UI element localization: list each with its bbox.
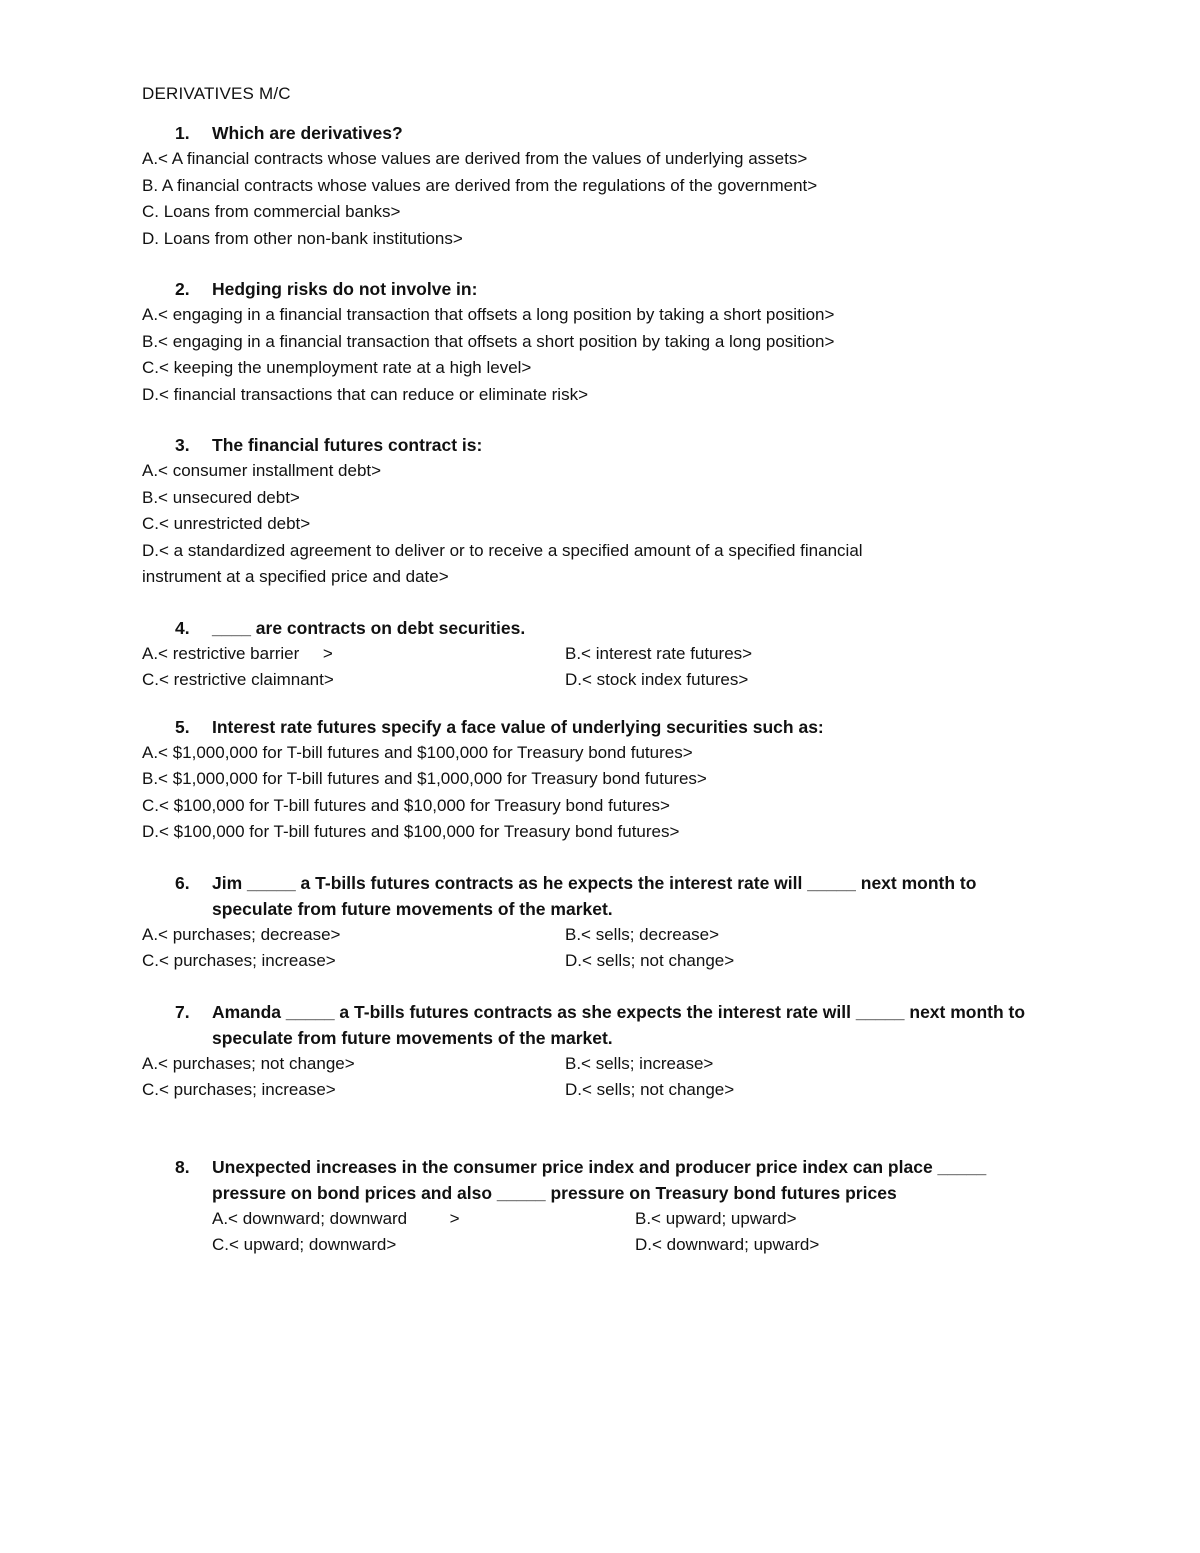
question-3 xyxy=(142,432,1062,591)
question-2 xyxy=(142,276,1062,408)
option-a: A.< purchases; not change> xyxy=(142,1053,355,1073)
option-d: D.< sells; not change> xyxy=(565,1080,735,1099)
question-4 xyxy=(142,615,1062,694)
document-title: DERIVATIVES M/C xyxy=(142,84,291,103)
question-text: Amanda _____ a T-bills futures contracts as she expects the interest rate will _____ next month to speculate from future movements of the market. xyxy=(212,1001,1026,1048)
question-number: 2. xyxy=(175,279,190,299)
question-text: Interest rate futures specify a face value of underlying securities such as: xyxy=(212,716,824,737)
option-b: B.< unsecured debt> xyxy=(142,487,300,507)
options-grid xyxy=(142,1051,1062,1104)
question-number: 1. xyxy=(175,123,190,143)
option-d: D.< financial transactions that can reduce or eliminate risk> xyxy=(142,384,589,404)
question-text: ____ are contracts on debt securities. xyxy=(212,617,526,638)
question-text: Hedging risks do not involve in: xyxy=(212,279,478,299)
option-d-continued: instrument at a specified price and date> xyxy=(142,567,449,586)
option-d: D.< $100,000 for T-bill futures and $100,000 for Treasury bond futures> xyxy=(142,822,680,841)
option-a: A.< A financial contracts whose values are derived from the values of underlying assets> xyxy=(142,149,808,168)
question-1 xyxy=(142,120,1062,252)
option-a: A.< consumer installment debt> xyxy=(142,461,382,480)
question-heading xyxy=(142,276,1062,302)
question-number: 8. xyxy=(175,1156,190,1177)
question-text: Unexpected increases in the consumer price index and producer price index can place _____ pressure on bond prices and also _____ pressure on Treasury bond futures prices xyxy=(212,1156,987,1203)
option-c: C.< upward; downward> xyxy=(212,1235,397,1254)
options-grid xyxy=(142,641,1062,694)
option-a: A.< engaging in a financial transaction that offsets a long position by taking a short position> xyxy=(142,305,835,324)
options-grid xyxy=(212,1206,1062,1259)
option-d: D.< stock index futures> xyxy=(565,670,749,689)
question-6 xyxy=(142,870,1062,975)
question-5 xyxy=(142,714,1062,846)
option-c: C. Loans from commercial banks> xyxy=(142,202,401,221)
question-heading xyxy=(142,120,1062,146)
option-c: C.< restrictive claimnant> xyxy=(142,670,334,689)
option-a: A.< $1,000,000 for T-bill futures and $100,000 for Treasury bond futures> xyxy=(142,742,693,762)
option-b: B.< $1,000,000 for T-bill futures and $1,000,000 for Treasury bond futures> xyxy=(142,769,707,788)
option-d: D.< sells; not change> xyxy=(565,951,735,970)
option-b: B. A financial contracts whose values are derived from the regulations of the government> xyxy=(142,175,818,195)
option-b: B.< engaging in a financial transaction that offsets a short position by taking a long position> xyxy=(142,331,835,351)
options-block xyxy=(142,1206,1062,1259)
option-d: D.< downward; upward> xyxy=(635,1235,820,1254)
question-heading xyxy=(142,615,1062,641)
question-heading xyxy=(142,432,1062,458)
option-c: C.< $100,000 for T-bill futures and $10,000 for Treasury bond futures> xyxy=(142,795,670,815)
question-text: Which are derivatives? xyxy=(212,123,403,143)
question-heading xyxy=(142,999,1062,1051)
option-a: A.< downward; downward > xyxy=(212,1208,460,1228)
question-number: 7. xyxy=(175,1001,190,1022)
question-number: 6. xyxy=(175,872,190,893)
option-d: D. Loans from other non-bank institutions> xyxy=(142,228,463,248)
option-c: C.< purchases; increase> xyxy=(142,1080,336,1099)
option-a: A.< purchases; decrease> xyxy=(142,924,341,944)
option-d: D.< a standardized agreement to deliver or to receive a specified amount of a specified financial xyxy=(142,540,863,560)
question-heading xyxy=(142,714,1062,740)
option-c: C.< keeping the unemployment rate at a high level> xyxy=(142,358,532,377)
option-a: A.< restrictive barrier > xyxy=(142,643,333,663)
option-b: B.< sells; increase> xyxy=(565,1053,714,1073)
question-number: 3. xyxy=(175,435,190,455)
question-text: The financial futures contract is: xyxy=(212,435,483,455)
question-number: 5. xyxy=(175,716,190,737)
question-number: 4. xyxy=(175,617,190,638)
question-heading xyxy=(142,1154,1062,1206)
option-b: B.< upward; upward> xyxy=(635,1208,797,1228)
document-page xyxy=(142,82,1062,1259)
option-c: C.< purchases; increase> xyxy=(142,951,336,970)
question-text: Jim _____ a T-bills futures contracts as he expects the interest rate will _____ next month to speculate from future movements of the market. xyxy=(212,872,977,919)
option-b: B.< sells; decrease> xyxy=(565,924,720,944)
question-heading xyxy=(142,870,1062,922)
option-b: B.< interest rate futures> xyxy=(565,643,753,663)
options-grid xyxy=(142,922,1062,975)
option-c: C.< unrestricted debt> xyxy=(142,514,311,533)
question-8 xyxy=(142,1154,1062,1259)
question-7 xyxy=(142,999,1062,1104)
